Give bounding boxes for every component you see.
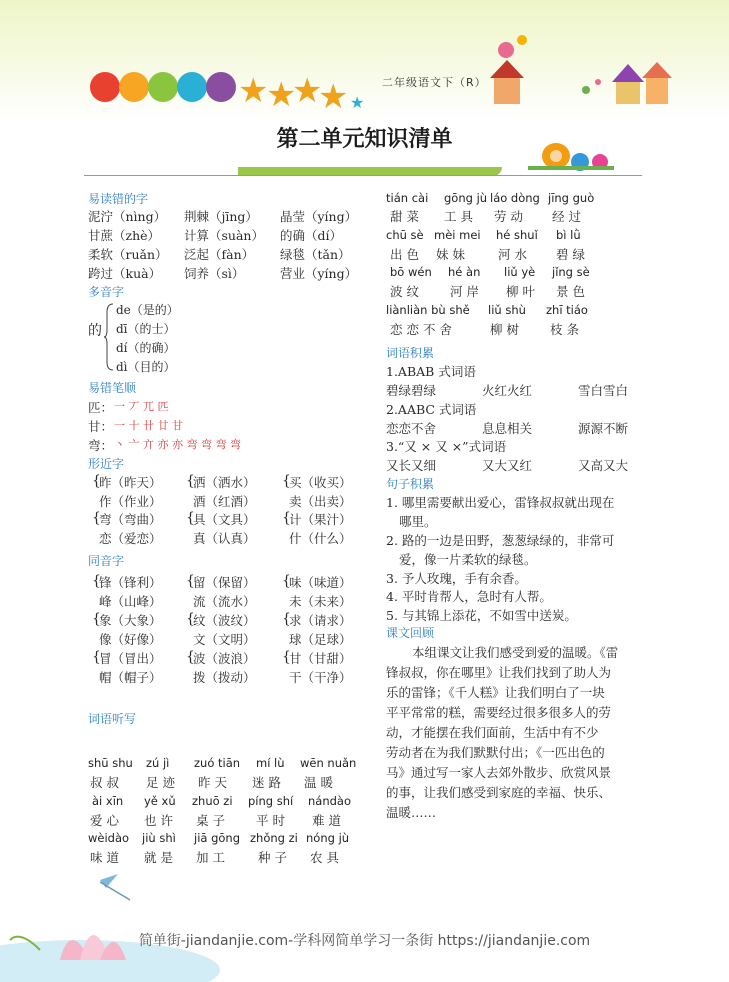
hanzi: 甜 菜 — [390, 209, 419, 224]
section-heading-review: 课文回顾 — [386, 626, 435, 640]
polyphone-char: 的 — [88, 323, 102, 339]
list-item: 冒（冒出） — [99, 651, 162, 666]
list-item: 留（保留） — [193, 575, 256, 590]
section-heading-similar: 形近字 — [88, 457, 125, 471]
list-item: 源源不断 — [578, 421, 629, 436]
review-line: 劳动者在为我们默默付出；《一匹出色的 — [386, 745, 605, 760]
hanzi: 柳 叶 — [506, 284, 535, 299]
list-item: 作（作业） — [99, 494, 162, 509]
review-line: 的事，让我们感受到家庭的幸福、快乐、 — [386, 785, 612, 800]
list-item: 未（未来） — [289, 594, 352, 609]
pinyin: jīng guò — [548, 191, 595, 205]
list-item: 帽（帽子） — [99, 670, 162, 685]
list-item: 柔软（ruǎn） — [88, 247, 168, 262]
list-item: 泛起（fàn） — [184, 247, 255, 262]
section-heading-dictation: 词语听写 — [88, 712, 137, 726]
pinyin: mèi mei — [434, 228, 481, 242]
hanzi: 叔 叔 — [90, 775, 119, 790]
stroke-label: 匹： — [88, 400, 114, 415]
list-item: 爱，像一片柔软的绿毯。 — [399, 552, 537, 567]
list-item: 买（收买） — [289, 475, 352, 490]
accum-head: 3.“又 × 又 ×”式词语 — [386, 439, 507, 454]
hanzi: 河 水 — [498, 247, 527, 262]
list-item: 2. 路的一边是田野，葱葱绿绿的，非常可 — [386, 533, 615, 548]
hanzi: 枝 条 — [550, 322, 579, 337]
list-item: de（是的） — [116, 303, 179, 317]
list-item: 什（什么） — [289, 531, 352, 546]
section-heading-sentences: 句子积累 — [386, 477, 435, 491]
list-item: 又长又细 — [386, 458, 437, 473]
list-item: 像（好像） — [99, 632, 162, 647]
list-item: 峰（山峰） — [99, 594, 162, 609]
list-item: 哪里。 — [399, 514, 437, 529]
hanzi: 足 迹 — [146, 775, 175, 790]
hanzi: 劳 动 — [494, 209, 523, 224]
hanzi: 难 道 — [312, 813, 341, 828]
list-item: 锋（锋利） — [99, 575, 162, 590]
pinyin: bō wén — [390, 265, 432, 279]
list-item: 弯（弯曲） — [99, 512, 162, 527]
list-item: 干（干净） — [289, 670, 352, 685]
list-item: 酒（红酒） — [193, 494, 256, 509]
pinyin: nóng jù — [306, 831, 350, 845]
accum-head: 2.AABC 式词语 — [386, 402, 477, 417]
list-item: 甘（甘甜） — [289, 651, 352, 666]
pinyin: zú jì — [146, 756, 170, 770]
list-item: 息息相关 — [482, 421, 533, 436]
list-item: 流（流水） — [193, 594, 256, 609]
stroke-sequence: 一 十 卄 廿 甘 — [114, 419, 183, 432]
list-item: dì（目的） — [116, 360, 176, 374]
list-item: 昨（昨天） — [99, 475, 162, 490]
section-heading-homophone: 同音字 — [88, 554, 125, 568]
pinyin: zuó tiān — [194, 756, 241, 770]
hanzi: 也 许 — [144, 813, 173, 828]
divider — [84, 175, 642, 176]
hanzi: 种 子 — [258, 850, 287, 865]
list-item: 计（果汁） — [289, 512, 352, 527]
stroke-sequence: 一 丆 兀 匹 — [114, 400, 169, 413]
review-line: 本组课文让我们感受到爱的温暖。《雷 — [412, 645, 619, 660]
list-item: 象（大象） — [99, 613, 162, 628]
hanzi: 平 时 — [256, 813, 285, 828]
hanzi: 景 色 — [556, 284, 585, 299]
pinyin: liǔ yè — [504, 265, 536, 279]
list-item: 味（味道） — [289, 575, 352, 590]
list-item: 波（波浪） — [193, 651, 256, 666]
stroke-label: 弯： — [88, 438, 114, 453]
list-item: 1. 哪里需要献出爱心，雷锋叔叔就出现在 — [386, 495, 615, 510]
review-line: 锋叔叔，你在哪里》让我们找到了助人为 — [386, 665, 612, 680]
houses-illustration — [486, 30, 686, 108]
pinyin: wēn nuǎn — [300, 756, 357, 770]
hanzi: 碧 绿 — [556, 247, 585, 262]
list-item: 的确（dí） — [280, 228, 342, 243]
list-item: 求（请求） — [289, 613, 352, 628]
pinyin: zhǒng zi — [250, 831, 298, 845]
list-item: 甘蔗（zhè） — [88, 228, 161, 243]
review-line: 温暖…… — [386, 805, 437, 820]
hanzi: 妹 妹 — [436, 247, 465, 262]
list-item: 雪白雪白 — [578, 383, 629, 398]
page-title: 第二单元知识清单 — [276, 127, 453, 152]
list-item: 营业（yíng） — [280, 266, 358, 281]
pinyin: jiā gōng — [194, 831, 241, 845]
list-item: 纹（波纹） — [193, 613, 256, 628]
list-item: 又高又大 — [578, 458, 629, 473]
section-heading-polyphone: 多音字 — [88, 285, 125, 299]
list-item: dī（的士） — [116, 322, 176, 336]
review-line: 动，才能摆在我们面前，生活中有不少 — [386, 725, 599, 740]
pinyin: láo dòng — [490, 191, 540, 205]
snail-illustration — [508, 134, 618, 174]
hanzi: 恋 恋 不 舍 — [390, 322, 452, 337]
hanzi: 工 具 — [444, 209, 473, 224]
list-item: 洒（洒水） — [193, 475, 256, 490]
section-heading-misread: 易读错的字 — [88, 192, 149, 206]
pinyin: shū shu — [88, 756, 133, 770]
list-item: 4. 平时肯帮人，急时有人帮。 — [386, 589, 552, 604]
pinyin: ài xīn — [92, 794, 124, 808]
review-line: 马》通过写一家人去郊外散步、欣赏风景 — [386, 765, 612, 780]
hanzi: 昨 天 — [198, 775, 227, 790]
pinyin: bì lǜ — [556, 228, 581, 242]
pinyin: nándào — [308, 794, 352, 808]
list-item: 荆棘（jīng） — [184, 209, 258, 224]
list-item: dí（的确） — [116, 341, 176, 355]
hanzi: 农 具 — [310, 850, 339, 865]
hanzi: 就 是 — [144, 850, 173, 865]
stroke-sequence: 丶 亠 亣 亦 亦 弯 弯 弯 弯 — [114, 438, 241, 451]
list-item: 恋（爱恋） — [99, 531, 162, 546]
accum-head: 1.ABAB 式词语 — [386, 364, 476, 379]
pinyin: gōng jù — [444, 191, 488, 205]
list-item: 文（文明） — [193, 632, 256, 647]
list-item: 计算（suàn） — [184, 228, 264, 243]
hanzi: 爱 心 — [90, 813, 119, 828]
list-item: 5. 与其锦上添花，不如雪中送炭。 — [386, 608, 577, 623]
grade-label: 二年级语文下（R） — [382, 76, 487, 89]
pinyin: wèidào — [88, 831, 130, 845]
section-heading-word-accum: 词语积累 — [386, 346, 435, 360]
list-item: 饲养（sì） — [184, 266, 245, 281]
list-item: 泥泞（nìng） — [88, 209, 167, 224]
pinyin: jǐng sè — [552, 265, 590, 279]
pinyin: zhī tiáo — [546, 303, 588, 317]
hanzi: 桌 子 — [196, 813, 225, 828]
list-item: 碧绿碧绿 — [386, 383, 437, 398]
pinyin: chū sè — [386, 228, 424, 242]
review-line: 平平常常的糕，需要经过很多很多人的劳 — [386, 705, 612, 720]
list-item: 恋恋不舍 — [386, 421, 437, 436]
footer-watermark: 简单街-jiandanjie.com-学科网简单学习一条街 https://jiandanjie.com — [138, 933, 591, 949]
list-item: 绿毯（tǎn） — [280, 247, 351, 262]
pinyin: hé shuǐ — [496, 228, 538, 242]
review-line: 乐的雷锋；《千人糕》让我们明白了一块 — [386, 685, 605, 700]
hanzi: 加 工 — [196, 850, 225, 865]
list-item: 拨（拨动） — [193, 670, 256, 685]
pinyin: hé àn — [448, 265, 481, 279]
pinyin: jiù shì — [142, 831, 176, 845]
section-heading-strokes: 易错笔顺 — [88, 381, 137, 395]
hanzi: 河 岸 — [450, 284, 479, 299]
pinyin: yě xǔ — [144, 794, 176, 808]
list-item: 具（文具） — [193, 512, 256, 527]
list-item: 真（认真） — [193, 531, 256, 546]
hanzi: 迷 路 — [252, 775, 281, 790]
lotus-illustration — [0, 860, 360, 982]
list-item: 跨过（kuà） — [88, 266, 162, 281]
list-item: 卖（出卖） — [289, 494, 352, 509]
pinyin: zhuō zi — [192, 794, 233, 808]
list-item: 火红火红 — [482, 383, 533, 398]
list-item: 晶莹（yíng） — [280, 209, 358, 224]
hanzi: 味 道 — [90, 850, 119, 865]
stroke-label: 甘： — [88, 419, 114, 434]
pinyin: mí lù — [256, 756, 285, 770]
hanzi: 出 色 — [390, 247, 419, 262]
hanzi: 经 过 — [552, 209, 581, 224]
pinyin: píng shí — [248, 794, 294, 808]
pinyin: tián cài — [386, 191, 429, 205]
list-item: 球（足球） — [289, 632, 352, 647]
pinyin: liǔ shù — [488, 303, 526, 317]
hanzi: 柳 树 — [490, 322, 519, 337]
list-item: 3. 予人玫瑰，手有余香。 — [386, 571, 527, 586]
brace — [104, 302, 114, 372]
hanzi: 波 纹 — [390, 284, 419, 299]
hanzi: 温 暖 — [304, 775, 333, 790]
list-item: 又大又红 — [482, 458, 533, 473]
pinyin: liànliàn bù shě — [386, 303, 470, 317]
